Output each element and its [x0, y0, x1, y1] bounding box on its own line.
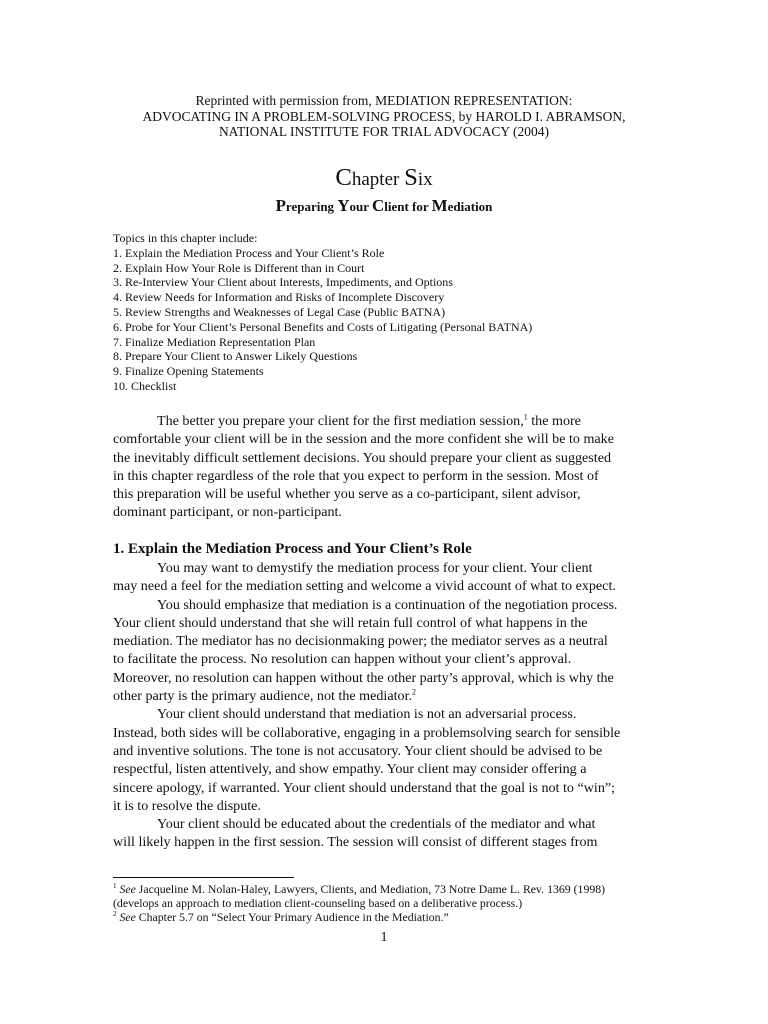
paragraph-text: other party is the primary audience, not the mediator.	[113, 688, 413, 705]
footnote-ref-2: 2	[412, 687, 417, 697]
footnote-text: Jacqueline M. Nolan-Haley, Lawyers, Clients, and Mediation, 73 Notre Dame L. Rev. 1369 (1998)	[135, 882, 606, 896]
footnote-marker: 1	[113, 882, 117, 891]
reprint-notice	[0, 93, 768, 140]
paragraph-line: respectful, listen attentively, and show empathy. Your client may consider offering a	[113, 761, 587, 778]
topic-item: 2. Explain How Your Role is Different than in Court	[113, 260, 365, 275]
topic-item: 10. Checklist	[113, 378, 177, 393]
footnote-see: See	[119, 909, 136, 924]
footnote-text: Chapter 5.7 on “Select Your Primary Audience in the Mediation.”	[135, 909, 449, 924]
paragraph-line: sincere apology, if warranted. Your client should understand that the goal is not to “win”;	[113, 779, 616, 796]
paragraph-line: the inevitably difficult settlement decisions. You should prepare your client as suggested	[113, 449, 612, 466]
topic-item: 6. Probe for Your Client’s Personal Benefits and Costs of Litigating (Personal BATNA)	[113, 319, 533, 334]
topics-intro: Topics in this chapter include:	[113, 231, 258, 245]
paragraph-line: Moreover, no resolution can happen without the other party’s approval, which is why the	[113, 669, 614, 686]
footnote-see: See	[119, 882, 136, 896]
paragraph-line: Your client should be educated about the credentials of the mediator and what	[157, 816, 596, 833]
paragraph-text: The better you prepare your client for the first mediation session,	[157, 413, 524, 429]
page-number: 1	[380, 930, 388, 945]
paragraph-line: to facilitate the process. No resolution can happen without your client’s approval.	[113, 651, 572, 668]
topic-item: 9. Finalize Opening Statements	[113, 364, 264, 379]
footnote-1-continued: (develops an approach to mediation client-counseling based on a deliberative process.)	[113, 895, 523, 910]
section-1	[113, 540, 673, 852]
topic-item: 8. Prepare Your Client to Answer Likely Questions	[113, 349, 358, 364]
footnotes	[113, 883, 605, 924]
paragraph-line: comfortable your client will be in the session and the more confident she will be to make	[113, 431, 614, 448]
paragraph-line: and inventive solutions. The tone is not accusatory. Your client should be advised to be	[113, 742, 603, 759]
paragraph-line: this preparation will be useful whether you serve as a co-participant, silent advisor,	[113, 486, 581, 503]
paragraph-line: will likely happen in the first session. The session will consist of different stages from	[113, 834, 598, 851]
section-heading: 1. Explain the Mediation Process and Your Client’s Role	[113, 541, 472, 557]
paragraph-line: You should emphasize that mediation is a continuation of the negotiation process.	[157, 596, 618, 613]
topic-item: 5. Review Strengths and Weaknesses of Legal Case (Public BATNA)	[113, 304, 446, 319]
paragraph-line: Your client should understand that she will retain full control of what happens in the	[113, 614, 588, 631]
footnote-ref-1: 1	[523, 412, 528, 422]
reprint-line-2: ADVOCATING IN A PROBLEM-SOLVING PROCESS, by HAROLD I. ABRAMSON,	[142, 108, 626, 124]
topic-item: 4. Review Needs for Information and Risks of Incomplete Discovery	[113, 290, 445, 305]
footnote-marker: 2	[113, 909, 117, 918]
reprint-line-3: NATIONAL INSTITUTE FOR TRIAL ADVOCACY (2004)	[218, 124, 550, 139]
topic-item: 3. Re-Interview Your Client about Interests, Impediments, and Options	[113, 275, 453, 290]
topic-item: 7. Finalize Mediation Representation Plan	[113, 334, 316, 349]
paragraph-line	[113, 412, 673, 430]
topics-list	[113, 231, 532, 394]
paragraph-line: it is to resolve the dispute.	[113, 797, 261, 814]
chapter-title: Chapter Six	[335, 164, 433, 191]
reprint-line-1: Reprinted with permission from, MEDIATION REPRESENTATION:	[195, 93, 573, 108]
paragraph-text: the more	[527, 413, 581, 429]
paragraph-line: Instead, both sides will be collaborative, engaging in a problemsolving search for sensible	[113, 724, 621, 741]
footnote-1	[113, 883, 605, 897]
intro-paragraph	[113, 412, 673, 522]
paragraph-line: mediation. The mediator has no decisionmaking power; the mediator serves as a neutral	[113, 633, 608, 650]
paragraph-line: may need a feel for the mediation setting and welcome a vivid account of what to expect.	[113, 578, 616, 595]
footnote-divider	[113, 877, 294, 878]
paragraph-line: You may want to demystify the mediation process for your client. Your client	[157, 560, 593, 576]
footnote-2	[113, 911, 605, 925]
paragraph-line: in this chapter regardless of the role that you expect to perform in the session. Most of	[113, 467, 599, 484]
paragraph-line: dominant participant, or non-participant.	[113, 504, 342, 521]
paragraph-line	[113, 687, 673, 705]
paragraph-line: Your client should understand that mediation is not an adversarial process.	[157, 706, 577, 723]
chapter-subtitle: Preparing Your Client for Mediation	[275, 196, 493, 215]
topic-item: 1. Explain the Mediation Process and Your Client’s Role	[113, 245, 385, 260]
